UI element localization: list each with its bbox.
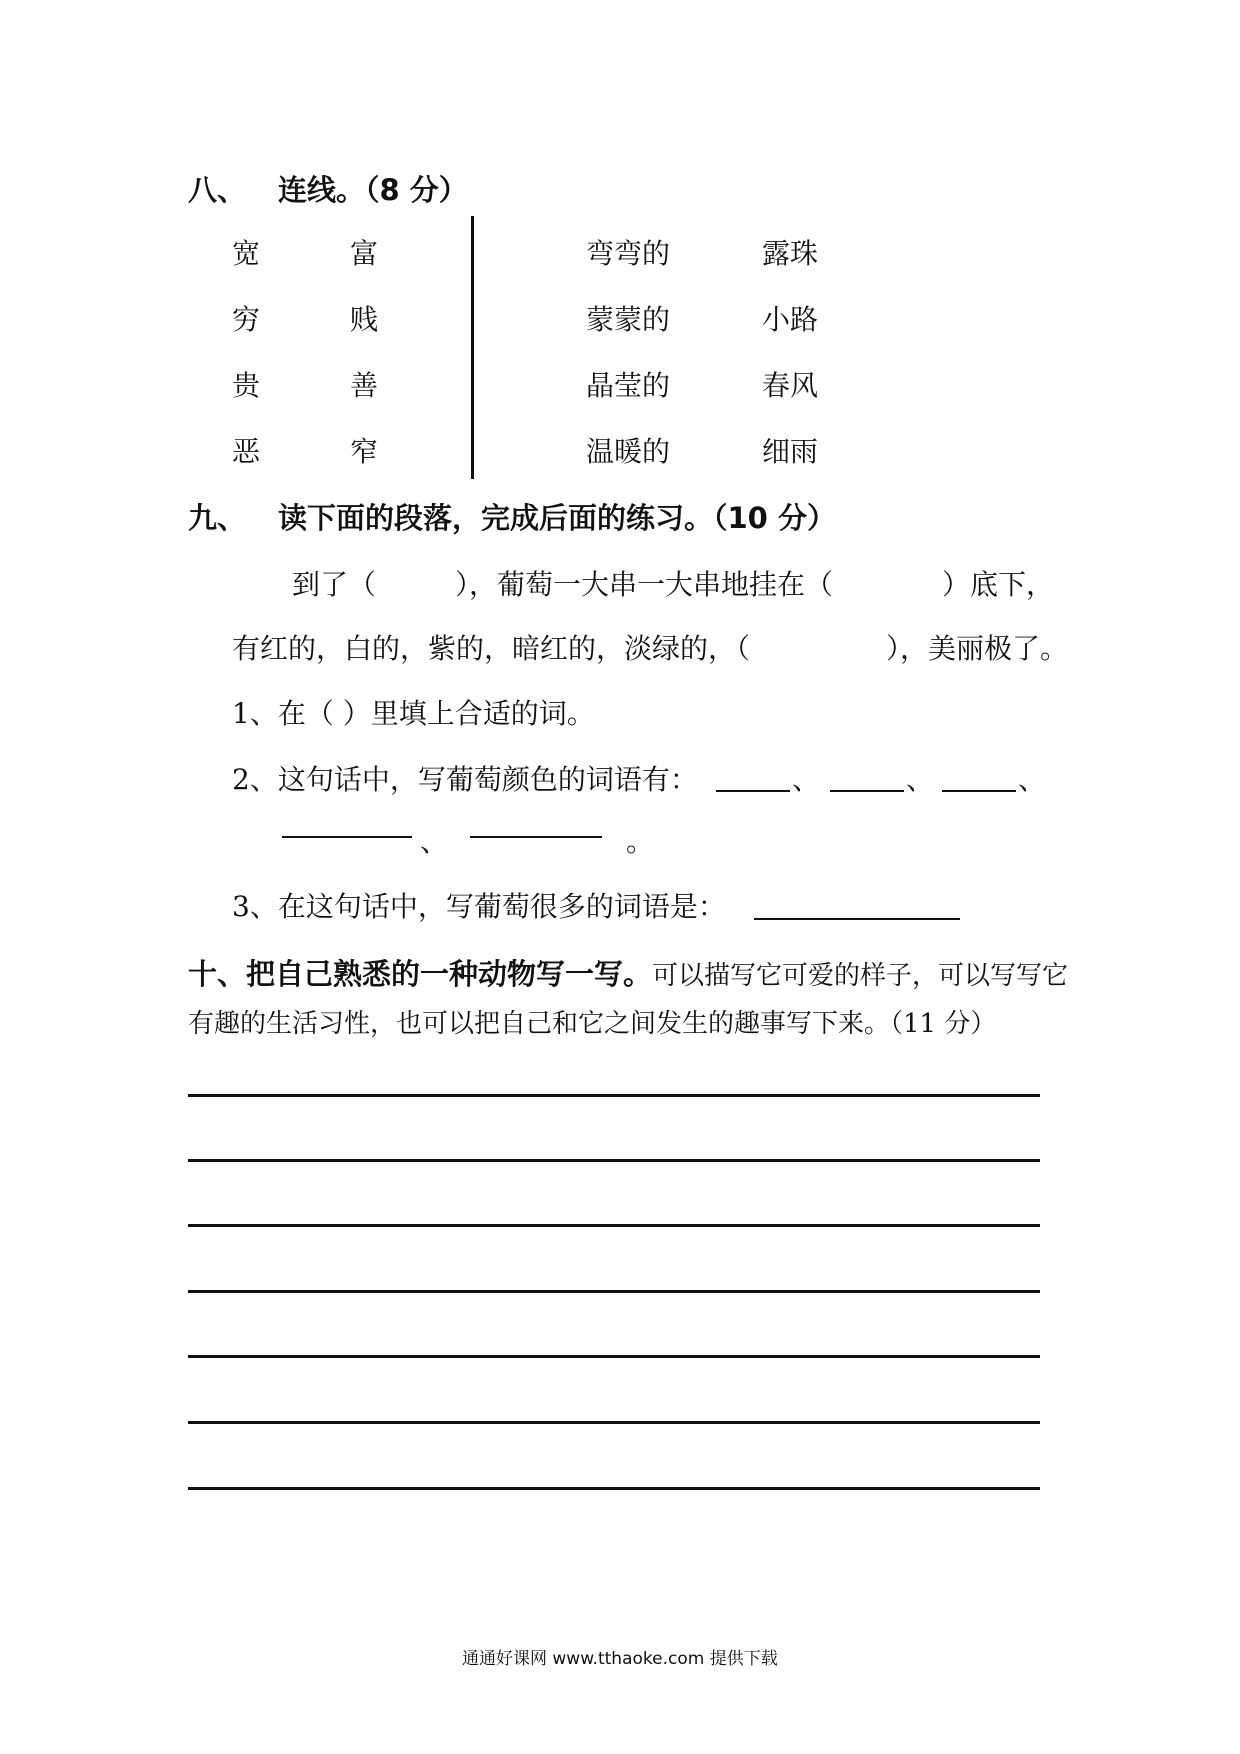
answer-blank[interactable] — [754, 918, 960, 920]
section9-title: 读下面的段落，完成后面的练习。（10 分） — [278, 501, 836, 535]
match-char: 窄 — [350, 435, 379, 468]
section8-number: 八、 — [188, 173, 247, 207]
sentence-end: 。 — [626, 825, 655, 858]
match-word: 露珠 — [762, 237, 819, 270]
separator: 、 — [906, 763, 935, 796]
match-phrase: 晶莹的 — [586, 369, 671, 402]
match-phrase: 弯弯的 — [586, 237, 671, 270]
answer-blank[interactable] — [470, 836, 602, 838]
match-char: 穷 — [232, 303, 261, 336]
match-char: 贱 — [350, 303, 379, 336]
question-3: 3、在这句话中，写葡萄很多的词语是： — [232, 890, 726, 923]
passage-line1-a: 到了（ — [292, 568, 377, 601]
column-divider — [471, 216, 474, 479]
match-word: 小路 — [762, 303, 819, 336]
section10-instructions: 有趣的生活习性，也可以把自己和它之间发生的趣事写下来。（11 分） — [188, 1009, 997, 1039]
passage-line1-b: ），葡萄一大串一大串地挂在（ — [455, 568, 834, 601]
separator: 、 — [1018, 763, 1047, 796]
passage-line2-b: ），美丽极了。 — [886, 632, 1069, 665]
question-2: 2、这句话中，写葡萄颜色的词语有： — [232, 763, 698, 796]
writing-line[interactable] — [188, 1355, 1040, 1358]
match-char: 宽 — [232, 237, 261, 270]
passage-line1-c: ）底下， — [942, 568, 1055, 601]
writing-line[interactable] — [188, 1224, 1040, 1227]
match-phrase: 温暖的 — [586, 435, 671, 468]
section10-title-rest: 可以描写它可爱的样子，可以写写它 — [652, 961, 1069, 991]
section10-title — [188, 952, 1068, 993]
match-char: 贵 — [232, 369, 261, 402]
match-char: 恶 — [232, 435, 261, 468]
answer-blank[interactable] — [282, 836, 412, 838]
writing-line[interactable] — [188, 1290, 1040, 1293]
question-1: 1、在（ ）里填上合适的词。 — [232, 697, 595, 730]
page-footer: 通通好课网 www.tthaoke.com 提供下载 — [462, 1649, 778, 1669]
match-phrase: 蒙蒙的 — [586, 303, 671, 336]
writing-line[interactable] — [188, 1094, 1040, 1097]
match-char: 富 — [350, 237, 379, 270]
separator: 、 — [420, 825, 449, 858]
answer-blank[interactable] — [830, 790, 904, 792]
section8-title: 连线。（8 分） — [278, 173, 468, 207]
section10-title-bold: 十、把自己熟悉的一种动物写一写。 — [188, 957, 653, 991]
answer-blank[interactable] — [716, 790, 790, 792]
match-char: 善 — [350, 369, 379, 402]
writing-line[interactable] — [188, 1487, 1040, 1490]
writing-line[interactable] — [188, 1421, 1040, 1424]
writing-line[interactable] — [188, 1159, 1040, 1162]
match-word: 春风 — [762, 369, 819, 402]
separator: 、 — [792, 763, 821, 796]
section9-number: 九、 — [188, 501, 247, 535]
answer-blank[interactable] — [942, 790, 1016, 792]
passage-line2-a: 有红的，白的，紫的，暗红的，淡绿的，（ — [232, 632, 751, 665]
match-word: 细雨 — [762, 435, 819, 468]
